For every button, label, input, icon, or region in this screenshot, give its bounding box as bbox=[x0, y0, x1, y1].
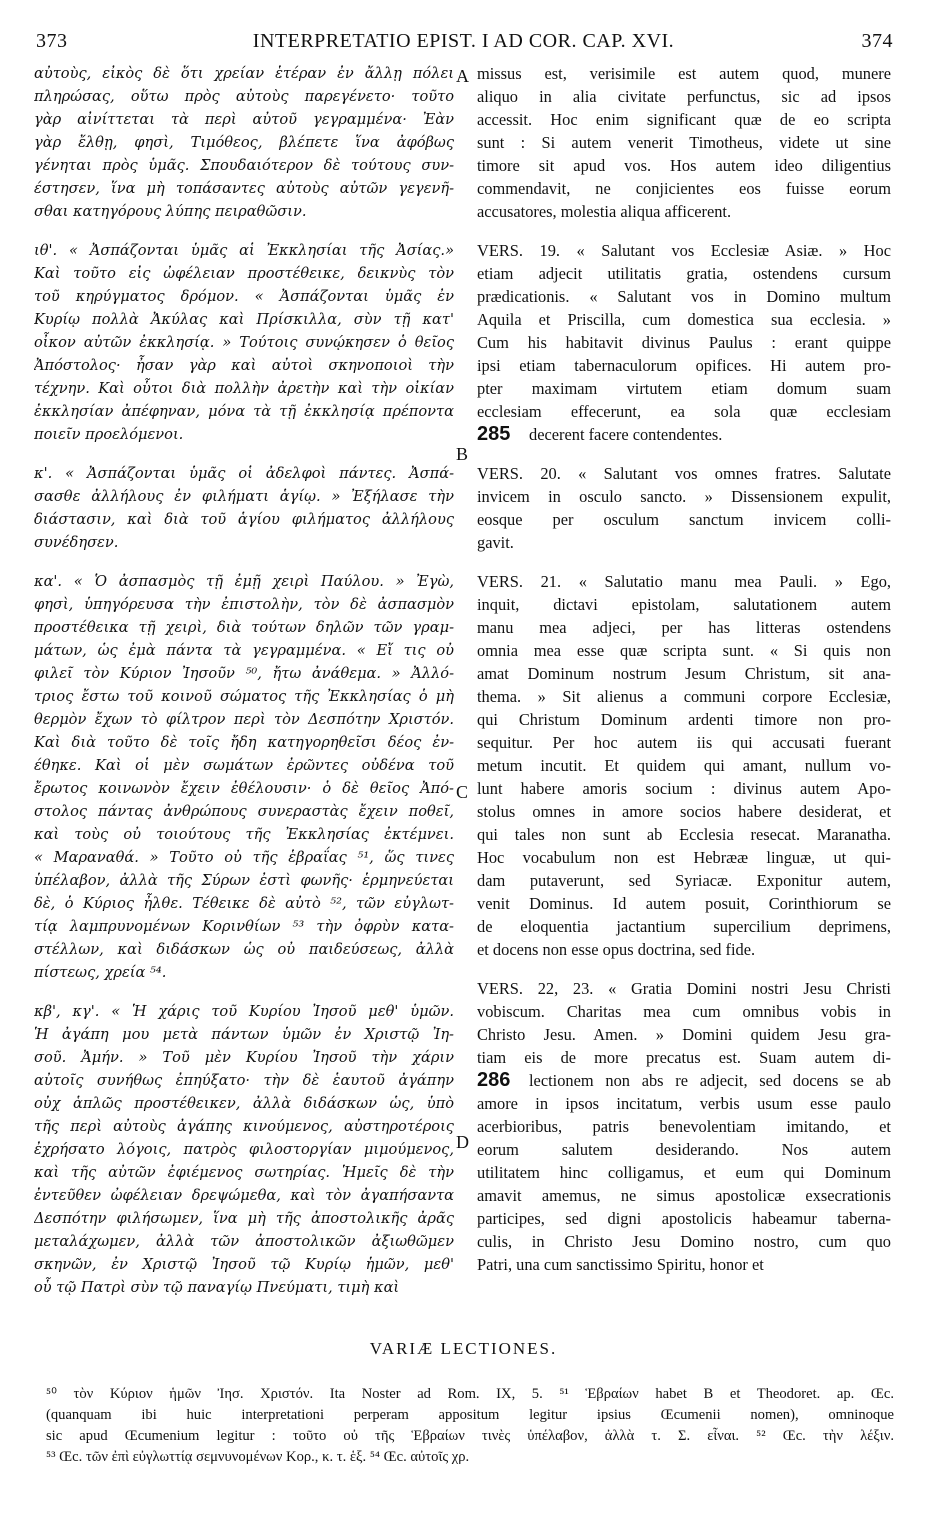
greek-text-line: Καὶ τοῦτο εἰς ὠφέλειαν προστέθεικε, δεικνὺς τὸν bbox=[34, 265, 454, 282]
paragraph-gap bbox=[477, 554, 891, 570]
page-header bbox=[30, 30, 897, 60]
greek-text-line: ὑπέλαβον, ἀλλὰ τῆς Σύρων ἐστὶ φωνῆς· ἑρμηνεύεται bbox=[34, 872, 454, 889]
greek-text-line: Κυρίῳ πολλὰ Ἀκύλας καὶ Πρίσκιλλα, σὺν τῇ κατ' bbox=[34, 311, 454, 328]
greek-column bbox=[34, 62, 454, 1299]
greek-text-line: οἶκον αὐτῶν ἐκκλησίᾳ. » Τούτοις συνῴκησεν ὁ θεῖος bbox=[34, 334, 454, 351]
greek-text-line: μεταλάχωμεν, ἀλλὰ τῶν ἀποστολικῶν ἀξιωθῶμεν bbox=[34, 1233, 454, 1250]
page-number-right: 374 bbox=[861, 30, 893, 52]
latin-text-line: participes, sed digni apostolicis habeamur taberna- bbox=[477, 1209, 891, 1228]
latin-text-line: thema. » Sit alienus a communi corpore Ecclesiæ, bbox=[477, 687, 891, 706]
latin-text-line: qui tales non sunt ab Ecclesia resecat. Maranatha. bbox=[477, 825, 891, 844]
greek-text-line: τριος ἔστω τοῦ κοινοῦ σώματος τῆς Ἐκκλησίας ὁ μὴ bbox=[34, 688, 454, 705]
greek-text-line: πίστεως, χρεία ⁵⁴. bbox=[34, 964, 167, 981]
greek-text-line: αὐτοῖς συνήθως ἐπηύξατο· τὴν δὲ ἑαυτοῦ ἀγάπην bbox=[34, 1072, 454, 1089]
latin-column bbox=[477, 62, 891, 1276]
greek-text-line: Καὶ διὰ τοῦτο δὲ τοῖς ἤδη κατηγορηθεῖσι δέος ἐν- bbox=[34, 734, 454, 751]
latin-text-line: accusatores, molestia aliqua afficerent. bbox=[477, 202, 732, 221]
greek-text-line: στολος πάντας ἀνθρώπους συνεραστὰς ἔχειν ποθεῖ, bbox=[34, 803, 454, 820]
greek-text-line: ἐκκλησίαν ἀπέφηναν, μόνα τὰ τῇ ἐκκλησίᾳ πρέποντα bbox=[34, 403, 454, 420]
latin-text-line: amat Dominum nostrum Jesum Christum, sit ana- bbox=[477, 664, 891, 683]
greek-text-line: σκηνῶν, ἐν Χριστῷ Ἰησοῦ τῷ Κυρίῳ ἡμῶν, μεθ' bbox=[34, 1256, 454, 1273]
latin-text-line: qui Christum Dominum ardenti timore non pro- bbox=[477, 710, 891, 729]
paragraph-gap bbox=[34, 984, 454, 1000]
greek-text-line: θερμὸν ἔχων τὸ φίλτρον περὶ τὸν Δεσπότην Χριστόν. bbox=[34, 711, 454, 728]
latin-text-line: invicem in osculo sancto. » Dissensionem expulit, bbox=[477, 487, 891, 506]
paragraph-gap bbox=[477, 961, 891, 977]
greek-text-line: καὶ τοὺς οὐ τοιούτους τῆς Ἐκκλησίας ἐκτέμνει. bbox=[34, 826, 454, 843]
margin-letter-a: A bbox=[456, 66, 469, 86]
latin-text-line: stolus omnes in amore socios habere desiderat, et bbox=[477, 802, 891, 821]
margin-letter-b: B bbox=[456, 444, 469, 464]
latin-text-line: lectionem non abs re adjecit, sed docens se ab bbox=[529, 1071, 891, 1090]
latin-text-line: et docens non esse opus doctrina, sed fide. bbox=[477, 940, 756, 959]
greek-text-line: διάστασιν, καὶ διὰ τοῦ ἁγίου φιλήματος ἀλλήλους bbox=[34, 511, 454, 528]
latin-text-line: dam putaverunt, sed Syriacæ. Exponitur autem, bbox=[477, 871, 891, 890]
latin-text-line: metum incutit. Et quidem qui amant, nullum vo- bbox=[477, 756, 891, 775]
latin-text-line: decerent facere contendentes. bbox=[529, 425, 723, 444]
latin-text-line: etiam adjecit utilitatis gratia, ostendens cursum bbox=[477, 264, 891, 283]
latin-text-line: acerbioribus, patris benevolentiam imitando, et bbox=[477, 1117, 891, 1136]
latin-text-line: missus est, verisimile est autem quod, munere bbox=[477, 64, 891, 83]
greek-text-line: σασθε ἀλλήλους ἐν φιλήματι ἁγίῳ. » Ἐξήλασε τὴν bbox=[34, 488, 454, 505]
latin-text-line: eosque per osculum sanctum invicem colli- bbox=[477, 510, 891, 529]
latin-text-line: VERS. 22, 23. « Gratia Domini nostri Jesu Christi bbox=[477, 979, 891, 998]
margin-letter-d: D bbox=[456, 1132, 469, 1152]
greek-text-line: Δεσπότην φιλήσωμεν, ἵνα μὴ τῆς ἀποστολικῆς ἀρᾶς bbox=[34, 1210, 454, 1227]
latin-text-line: Christo Jesu. Amen. » Domini quidem Jesu gra- bbox=[477, 1025, 891, 1044]
page-number-left: 373 bbox=[36, 30, 68, 52]
latin-text-line: eorum salutem desiderando. Nos autem bbox=[477, 1140, 891, 1159]
folio-number: 286 bbox=[477, 1069, 511, 1091]
latin-text-line: tiam eis de more precatus est. Suam autem di- bbox=[477, 1048, 891, 1067]
greek-text-line: κα'. « Ὁ ἀσπασμὸς τῇ ἐμῇ χειρὶ Παύλου. » Ἐγὼ, bbox=[34, 573, 454, 590]
greek-text-line: έθηκε. Καὶ οἱ μὲν σωμάτων ἐρῶντες οὐδένα τοῦ bbox=[34, 757, 454, 774]
footnotes bbox=[46, 1384, 894, 1468]
running-title: INTERPRETATIO EPIST. I AD COR. CAP. XVI. bbox=[252, 30, 675, 52]
latin-text-line: vobiscum. Charitas mea cum omnibus vobis in bbox=[477, 1002, 891, 1021]
latin-text-line: Aquila et Priscilla, cum domestica sua ecclesia. » bbox=[477, 310, 891, 329]
latin-text-line: Hoc vocabulum non est Hebrææ linguæ, ut qui- bbox=[477, 848, 891, 867]
greek-text-line: δὲ, ὁ Κύριος ἦλθε. Τέθεικε δὲ αὐτὸ ⁵², τῶν εὐγλωτ- bbox=[34, 895, 454, 912]
margin-letter-c: C bbox=[456, 782, 469, 802]
latin-text-line: Patri, una cum sanctissimo Spiritu, honor et bbox=[477, 1255, 764, 1274]
latin-text-line: accessit. Hoc enim significant quæ de eo scripta bbox=[477, 110, 891, 129]
greek-text-line: « Μαραναθά. » Τοῦτο οὐ τῆς ἑβραΐας ⁵¹, ὥς τινες bbox=[34, 849, 454, 866]
latin-text-line: VERS. 19. « Salutant vos Ecclesiæ Asiæ. » Hoc bbox=[477, 241, 891, 260]
greek-text-line: αὐτοὺς, εἰκὸς δὲ ὅτι χρείαν ἑτέραν ἐν ἄλλῃ πόλει bbox=[34, 65, 454, 82]
greek-text-line: στέλλων, καὶ διδάσκων ὡς οὐ παιδεύσεως, ἀλλὰ bbox=[34, 941, 454, 958]
latin-text-line: utilitatem hinc colligamus, et eum qui Dominum bbox=[477, 1163, 891, 1182]
latin-text-line: amore in ipsos incitatum, verbis usum esse paulo bbox=[477, 1094, 891, 1113]
latin-text-line: prædicationis. « Salutant vos in Domino multum bbox=[477, 287, 891, 306]
greek-text-line: σθαι κατηγόρους λύπης πειραθῶσιν. bbox=[34, 203, 307, 220]
greek-text-line: ἔρωτος κοινωνὸν ἔχειν ἐθέλουσιν· ὁ δὲ θεῖος Ἀπό- bbox=[34, 780, 454, 797]
greek-text-line: Ἡ ἀγάπη μου μετὰ πάντων ὑμῶν ἐν Χριστῷ Ἰη- bbox=[34, 1026, 454, 1043]
paragraph-gap bbox=[34, 554, 454, 570]
paragraph-gap bbox=[34, 223, 454, 239]
folio-number: 285 bbox=[477, 423, 511, 445]
latin-text-line: culis, in Christo Jesu Domino nostro, cum quo bbox=[477, 1232, 891, 1251]
footnote-line: ⁵³ Œc. τῶν ἐπὶ εὐγλωττίᾳ σεμνυνομένων Κορ., κ. τ. ἑξ. ⁵⁴ Œc. αὐτοῖς χρ. bbox=[46, 1449, 470, 1465]
greek-text-line: πληρώσας, οὕτω πρὸς αὐτοὺς παρεγένετο· τοῦτο bbox=[34, 88, 454, 105]
latin-text-line: lunt habere amoris socium : divinus autem Apo- bbox=[477, 779, 891, 798]
greek-text-line: σοῦ. Ἀμήν. » Τοῦ μὲν Κυρίου Ἰησοῦ τὴν χάριν bbox=[34, 1049, 454, 1066]
greek-text-line: ἐντεῦθεν ὠφέλειαν δρεψώμεθα, καὶ τὸν ἀγαπήσαντα bbox=[34, 1187, 454, 1204]
greek-text-line: γένηται πρὸς ὑμᾶς. Σπουδαιότερον δὲ τούτους συν- bbox=[34, 157, 454, 174]
greek-text-line: φιλεῖ τὸν Κύριον Ἰησοῦν ⁵⁰, ἤτω ἀνάθεμα. » Ἀλλό- bbox=[34, 665, 454, 682]
latin-text-line: gavit. bbox=[477, 533, 514, 552]
latin-text-line: manu mea adjeci, per has litteras ostendens bbox=[477, 618, 891, 637]
greek-text-line: γὰρ αἰνίττεται τὰ περὶ αὐτοῦ γεγραμμένα· Ἐὰν bbox=[34, 111, 454, 128]
greek-text-line: συνέδησεν. bbox=[34, 534, 119, 551]
footnote-line: ⁵⁰ τὸν Κύριον ἡμῶν Ἰησ. Χριστόν. Ita Noster ad Rom. IX, 5. ⁵¹ Ἑβραίων habet B et Theodoret. ap. Œc. bbox=[46, 1386, 894, 1402]
latin-text-line: ecclesiam effecerunt, ea sola quæ ecclesiam bbox=[477, 402, 891, 421]
paragraph-gap bbox=[34, 446, 454, 462]
greek-text-line: καὶ τῆς αὐτῶν ἐφιέμενος σωτηρίας. Ἡμεῖς δὲ τὴν bbox=[34, 1164, 454, 1181]
greek-text-line: τῆς περὶ αὐτοὺς ἀγάπης κινούμενος, αὐστηροτέροις bbox=[34, 1118, 454, 1135]
footnote-line: (quanquam ibi huic interpretationi perperam appositum legitur ipsius Œcumenii nomen), omninoque bbox=[46, 1407, 894, 1423]
greek-text-line: οὐχ ἁπλῶς προστέθεικεν, ἀλλὰ διδάσκων ὡς, ὑπὸ bbox=[34, 1095, 454, 1112]
greek-text-line: φησὶ, ὑπηγόρευσα τὴν ἐπιστολὴν, τὸν δὲ ἀσπασμὸν bbox=[34, 596, 454, 613]
latin-text-line: amavit amemus, ne simus apostolicæ exsecrationis bbox=[477, 1186, 891, 1205]
latin-text-line: timore sit apud vos. Hos autem ideo diligentius bbox=[477, 156, 891, 175]
latin-text-line: commendavit, ne conjicientes eos fuisse eorum bbox=[477, 179, 891, 198]
greek-text-line: μάτων, ὡς ἐμὰ πάντα τὰ γεγραμμένα. « Εἴ τις οὐ bbox=[34, 642, 454, 659]
latin-text-line: sunt : Si autem venerit Timotheus, videte ut sine bbox=[477, 133, 891, 152]
greek-text-line: Ἀπόστολος· ἦσαν γὰρ καὶ αὐτοὶ σκηνοποιοὶ τὴν bbox=[34, 357, 454, 374]
latin-text-line: aliquo in alia civitate perfunctus, sic ad ipsos bbox=[477, 87, 891, 106]
greek-text-line: γὰρ ἔλθῃ, φησὶ, Τιμόθεος, βλέπετε ἵνα ἀφόβως bbox=[34, 134, 454, 151]
latin-text-line: pter maximam virtutem etiam domum suam bbox=[477, 379, 891, 398]
greek-text-line: κ'. « Ἀσπάζονται ὑμᾶς οἱ ἀδελφοὶ πάντες. Ἀσπά- bbox=[34, 465, 454, 482]
greek-text-line: ιθ'. « Ἀσπάζονται ὑμᾶς αἱ Ἐκκλησίαι τῆς Ἀσίας.» bbox=[34, 242, 454, 259]
latin-text-line: inquit, dictavi epistolam, salutationem autem bbox=[477, 595, 891, 614]
latin-text-line: VERS. 21. « Salutatio manu mea Pauli. » Ego, bbox=[477, 572, 891, 591]
greek-text-line: τίᾳ λαμπρυνομένων Κορινθίων ⁵³ τὴν ὀφρὺν κατα- bbox=[34, 918, 454, 935]
greek-text-line: ἐχρήσατο λόγοις, πατρὸς φιλοστοργίαν μιμούμενος, bbox=[34, 1141, 454, 1158]
greek-text-line: κβ', κγ'. « Ἡ χάρις τοῦ Κυρίου Ἰησοῦ μεθ' ὑμῶν. bbox=[34, 1003, 454, 1020]
latin-text-line: VERS. 20. « Salutant vos omnes fratres. Salutate bbox=[477, 464, 891, 483]
latin-text-line: ipsi etiam tabernaculorum opifices. Hi autem pro- bbox=[477, 356, 891, 375]
greek-text-line: τέχνην. Καὶ οὗτοι διὰ πολλὴν ἀρετὴν καὶ τὴν οἰκίαν bbox=[34, 380, 454, 397]
greek-text-line: έστησεν, ἵνα μὴ τοπάσαντες αὐτοὺς αὐτῶν γεγενῆ- bbox=[34, 180, 454, 197]
paragraph-gap bbox=[477, 223, 891, 239]
greek-text-line: οὗ τῷ Πατρὶ σὺν τῷ παναγίῳ Πνεύματι, τιμὴ καὶ bbox=[34, 1279, 400, 1296]
greek-text-line: ποιεῖν προελόμενοι. bbox=[34, 426, 184, 443]
latin-text-line: omnia mea esse quæ scripta sunt. « Si quis non bbox=[477, 641, 891, 660]
latin-text-line: sequitur. Per hoc autem iis qui accusati fuerant bbox=[477, 733, 891, 752]
paragraph-gap bbox=[477, 446, 891, 462]
latin-text-line: venit Dominus. Id autem posuit, Corinthiorum se bbox=[477, 894, 891, 913]
latin-text-line: de eloquentia jactantium supercilium deprimens, bbox=[477, 917, 891, 936]
latin-text-line: Cum his habitavit divinus Paulus : erant quippe bbox=[477, 333, 891, 352]
footnote-line: sic apud Œcumenium legitur : τοῦτο οὐ τῆς Ἑβραίων τινὲς ὑπέλαβον, ἀλλὰ τ. Σ. εἶναι. ⁵² Œc. τὴν λέξιν. bbox=[46, 1428, 894, 1444]
variae-lectiones-heading: VARIÆ LECTIONES. bbox=[369, 1339, 558, 1358]
greek-text-line: προστέθεικα τῇ χειρὶ, διὰ τούτων δηλῶν τῶν γραμ- bbox=[34, 619, 454, 636]
greek-text-line: τοῦ κηρύγματος δρόμον. « Ἀσπάζονται ὑμᾶς ἐν bbox=[34, 288, 454, 305]
